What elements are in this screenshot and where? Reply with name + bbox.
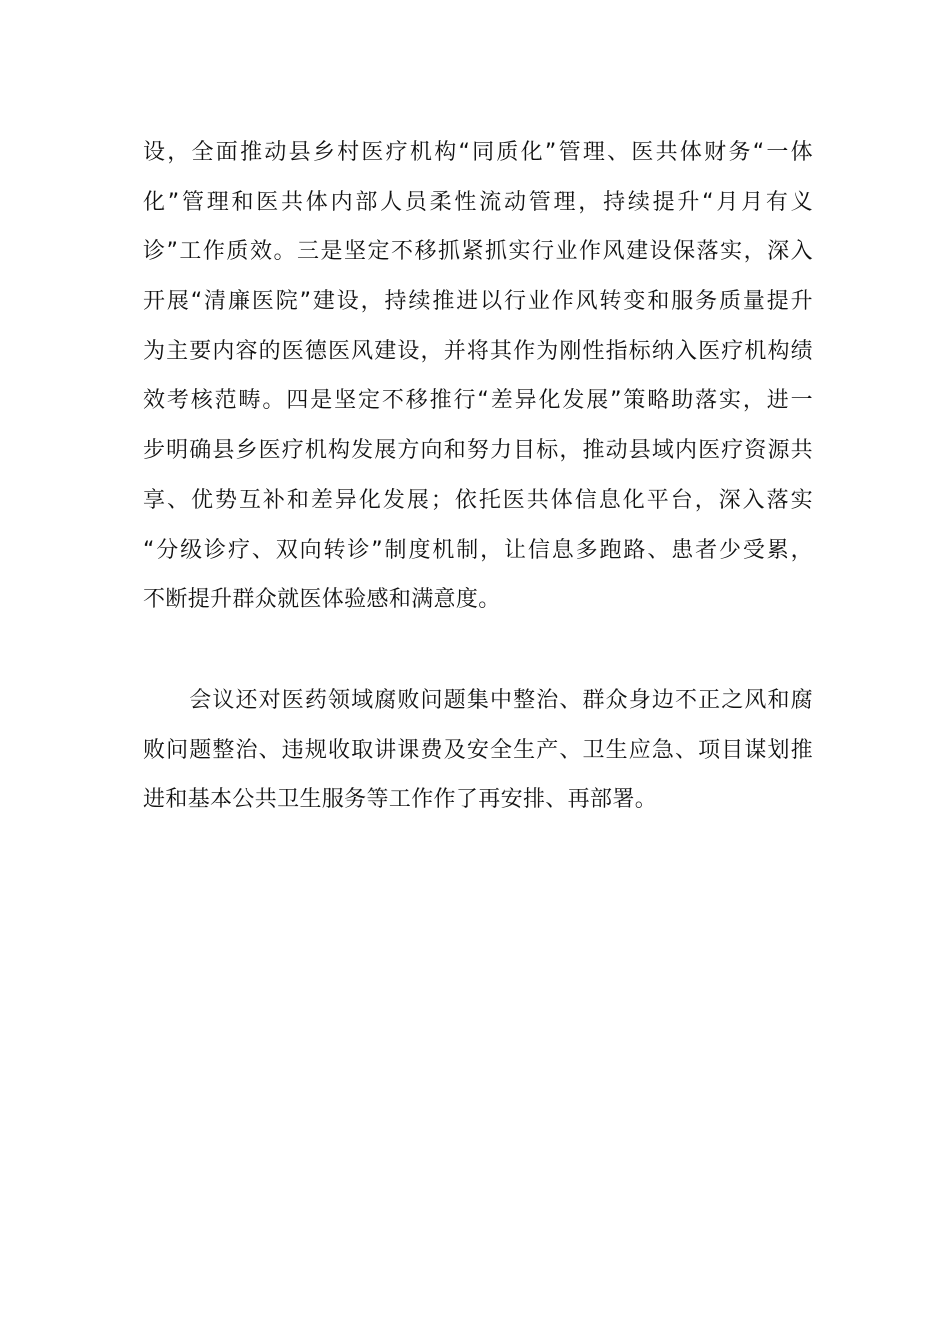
- paragraph-line: 会议还对医药领域腐败问题集中整治、群众身边不正之风和腐: [143, 688, 813, 713]
- paragraph-line: 享、优势互补和差异化发展；依托医共体信息化平台，深入落实: [143, 487, 813, 513]
- paragraph-line: 诊”工作质效。三是坚定不移抓紧抓实行业作风建设保落实，深入: [143, 239, 813, 265]
- paragraph-line: 效考核范畴。四是坚定不移推行“差异化发展”策略助落实，进一: [143, 388, 813, 414]
- body-paragraph: [143, 128, 813, 625]
- paragraph-line-last: 不断提升群众就医体验感和满意度。: [143, 587, 501, 613]
- paragraph-line: 设，全面推动县乡村医疗机构“同质化”管理、医共体财务“一体: [143, 140, 813, 165]
- paragraph-line: 为主要内容的医德医风建设，并将其作为刚性指标纳入医疗机构绩: [143, 338, 813, 364]
- paragraph-line: 步明确县乡医疗机构发展方向和努力目标，推动县域内医疗资源共: [143, 438, 813, 464]
- paragraph-line: “分级诊疗、双向转诊”制度机制，让信息多跑路、患者少受累，: [143, 537, 813, 563]
- paragraph-line: 开展“清廉医院”建设，持续推进以行业作风转变和服务质量提升: [143, 289, 813, 315]
- body-paragraph: [143, 676, 813, 825]
- paragraph-line-last: 进和基本公共卫生服务等工作作了再安排、再部署。: [143, 787, 658, 813]
- paragraph-line: 化”管理和医共体内部人员柔性流动管理，持续提升“月月有义: [143, 189, 813, 215]
- paragraph-line: 败问题整治、违规收取讲课费及安全生产、卫生应急、项目谋划推: [143, 737, 813, 763]
